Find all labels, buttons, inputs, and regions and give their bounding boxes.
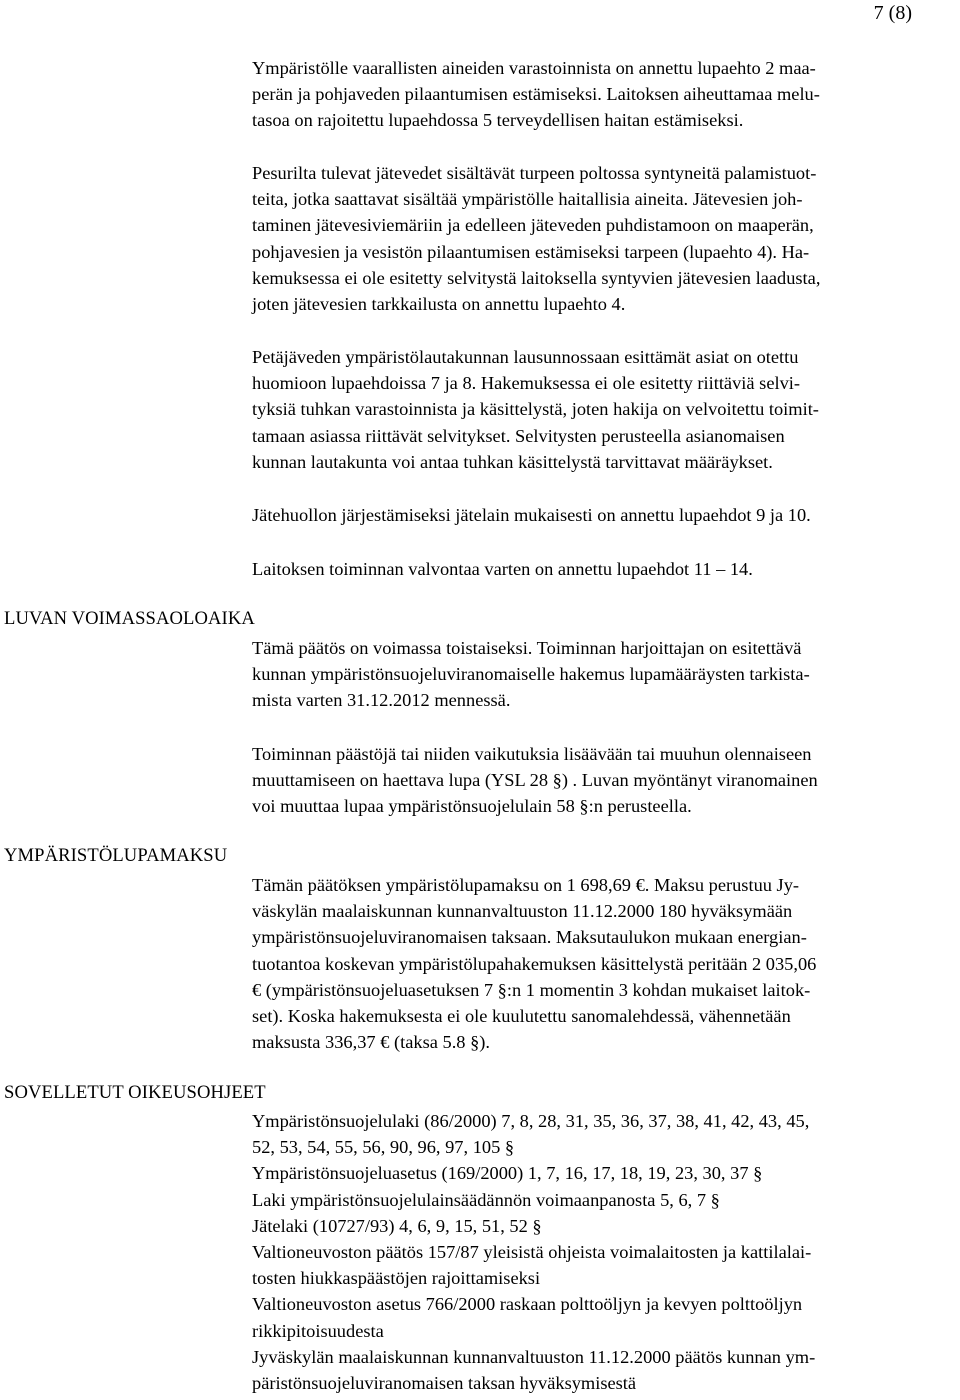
text-line: Valtioneuvoston päätös 157/87 yleisistä ohjeista voimalaitosten ja kattilalai- [252,1242,812,1263]
paragraph-waste [252,502,952,528]
text-line: perän ja pohjaveden pilaantumisen estämiseksi. Laitoksen aiheuttamaa melu- [252,84,820,105]
text-line: 52, 53, 54, 55, 56, 90, 96, 97, 105 § [252,1137,515,1158]
page-number: 7 (8) [873,2,912,24]
text-line: taminen jätevesiviemäriin ja edelleen jäteveden puhdistamoon on maaperän, [252,215,814,236]
text-line: kunnan ympäristönsuojeluviranomaiselle hakemus lupamääräysten tarkista- [252,664,810,685]
text-line: mista varten 31.12.2012 mennessä. [252,690,511,711]
paragraph-storage [252,55,952,134]
text-line: tuotantoa koskevan ympäristölupahakemuksen käsittelystä peritään 2 035,06 [252,953,817,974]
paragraph-changes [252,741,952,820]
text-line: € (ympäristönsuojeluasetuksen 7 §:n 1 momentin 3 kohdan mukaiset laitok- [252,979,811,1000]
text-line: tasoa on rajoitettu lupaehdossa 5 terveydellisen haitan estämiseksi. [252,110,744,131]
text-line: kemuksessa ei ole esitetty selvitystä laitoksella syntyvien jätevesien laadusta, [252,267,821,288]
text-line: tosten hiukkaspäästöjen rajoittamiseksi [252,1268,541,1289]
text-line: Petäjäveden ympäristölautakunnan lausunnossaan esittämät asiat on otettu [252,347,799,367]
text-line: Jätelaki (10727/93) 4, 6, 9, 15, 51, 52 § [252,1215,542,1236]
text-line: tamaan asiassa riittävät selvitykset. Selvitysten perusteella asianomaisen [252,425,785,446]
text-line: Ympäristönsuojeluasetus (169/2000) 1, 7, 16, 17, 18, 19, 23, 30, 37 § [252,1163,763,1184]
paragraph-ash [252,344,952,475]
legal-reference [252,1160,952,1186]
legal-reference [252,1108,952,1160]
text-line: pohjavesien ja vesistön pilaantumisen estämiseksi tarpeen (lupaehto 4). Ha- [252,241,810,262]
text-line: Ympäristölle vaarallisten aineiden varastoinnista on annettu lupaehto 2 maa- [252,58,816,78]
text-line: joten jätevesien tarkkailusta on annettu lupaehto 4. [252,294,626,315]
legal-reference [252,1291,952,1343]
heading-ymparistolupamaksu: YMPÄRISTÖLUPAMAKSU [4,845,228,866]
text-line: huomioon lupaehdoissa 7 ja 8. Hakemuksessa ei ole esitetty riittäviä selvi- [252,373,801,394]
text-line: Jyväskylän maalaiskunnan kunnanvaltuuston 11.12.2000 päätös kunnan ym- [252,1346,816,1367]
text-line: kunnan lautakunta voi antaa tuhkan käsittelystä tarvittavat määräykset. [252,451,773,472]
text-line: voi muuttaa lupaa ympäristönsuojelulain 58 §:n perusteella. [252,796,692,817]
paragraph-monitoring [252,556,952,582]
text-line: Tämä päätös on voimassa toistaiseksi. Toiminnan harjoittajan on esitettävä [252,638,802,658]
paragraph-wastewater [252,160,952,317]
heading-luvan-voimassaoloaika: LUVAN VOIMASSAOLOAIKA [4,608,255,629]
text-line: Tämän päätöksen ympäristölupamaksu on 1 698,69 €. Maksu perustuu Jy- [252,875,800,895]
text-line: Jätehuollon järjestämiseksi jätelain mukaisesti on annettu lupaehdot 9 ja 10. [252,505,811,525]
paragraph-validity [252,635,952,714]
text-line: ympäristönsuojeluviranomaisen taksaan. Maksutaulukon mukaan energian- [252,927,807,948]
legal-reference [252,1344,952,1396]
text-line: muuttamiseen on haettava lupa (YSL 28 §) . Luvan myöntänyt viranomainen [252,770,818,791]
text-line: maksusta 336,37 € (taksa 5.8 §). [252,1032,491,1053]
legal-reference [252,1239,952,1291]
text-line: Ympäristönsuojelulaki (86/2000) 7, 8, 28, 31, 35, 36, 37, 38, 41, 42, 43, 45, [252,1111,810,1131]
text-line: Pesurilta tulevat jätevedet sisältävät turpeen poltossa syntyneitä palamistuot- [252,163,817,183]
text-line: Laitoksen toiminnan valvontaa varten on annettu lupaehdot 11 – 14. [252,559,753,579]
text-line: päristönsuojeluviranomaisen taksan hyväksymisestä [252,1373,637,1394]
legal-references-list [252,1108,952,1396]
text-line: tyksiä tuhkan varastoinnista ja käsittelystä, joten hakija on velvoitettu toimit- [252,399,819,420]
text-line: Laki ympäristönsuojelulainsäädännön voimaanpanosta 5, 6, 7 § [252,1189,720,1210]
text-line: rikkipitoisuudesta [252,1320,384,1341]
text-line: väskylän maalaiskunnan kunnanvaltuuston 11.12.2000 180 hyväksymään [252,901,793,922]
paragraph-fee [252,872,952,1055]
text-line: set). Koska hakemuksesta ei ole kuulutettu sanomalehdessä, vähennetään [252,1006,791,1027]
heading-sovelletut-oikeusohjeet: SOVELLETUT OIKEUSOHJEET [4,1082,266,1103]
legal-reference [252,1213,952,1239]
legal-reference [252,1187,952,1213]
text-line: Valtioneuvoston asetus 766/2000 raskaan polttoöljyn ja kevyen polttoöljyn [252,1294,803,1315]
text-line: teita, jotka saattavat sisältää ympäristölle haitallisia aineita. Jätevesien joh- [252,189,803,210]
text-line: Toiminnan päästöjä tai niiden vaikutuksia lisäävään tai muuhun olennaiseen [252,744,812,764]
